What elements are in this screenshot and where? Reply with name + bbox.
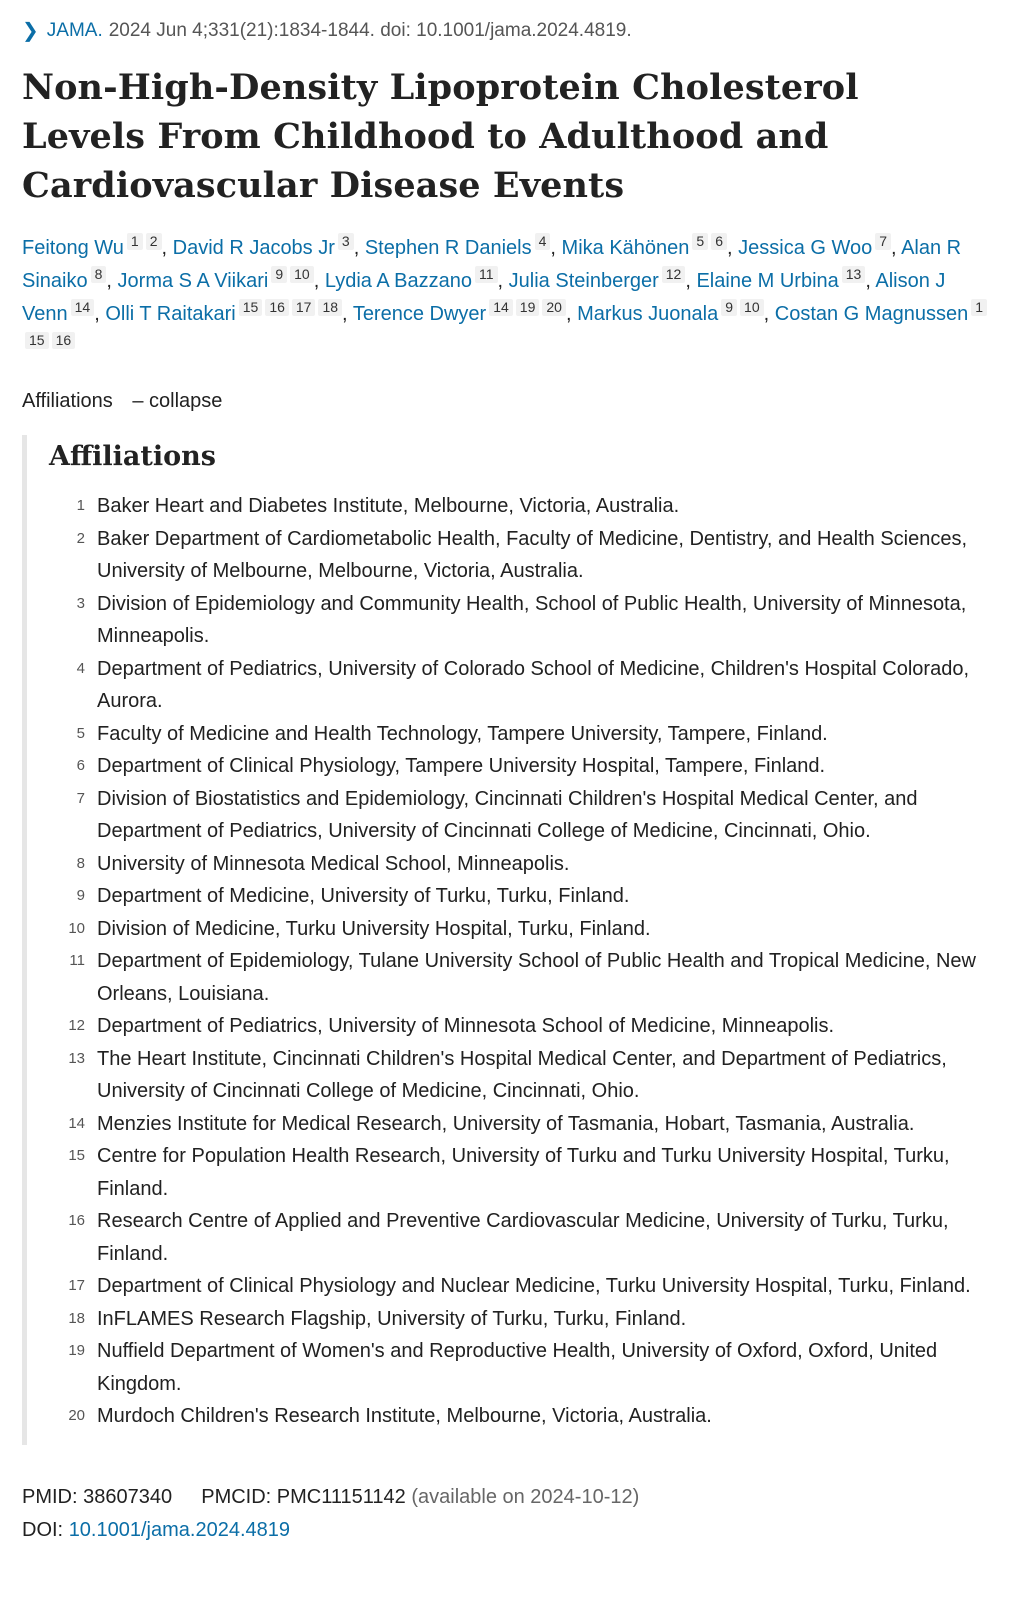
pmid-value: 38607340	[83, 1485, 173, 1508]
author-link[interactable]: Julia Steinberger	[508, 270, 659, 292]
affiliation-text: Division of Medicine, Turku University Hospital, Turku, Finland.	[97, 917, 651, 940]
affiliation-text: Department of Pediatrics, University of Minnesota School of Medicine, Minneapolis.	[97, 1015, 835, 1037]
affiliation-number: 14	[68, 1114, 85, 1132]
affiliation-number: 16	[68, 1212, 85, 1229]
author-link[interactable]: Olli T Raitakari	[105, 303, 236, 325]
author-separator: ,	[727, 237, 739, 259]
affiliation-text: Department of Clinical Physiology and Nuclear Medicine, Turku University Hospital, Turku, Finland.	[97, 1275, 971, 1297]
affiliation-text: Menzies Institute for Medical Research, University of Tasmania, Hobart, Tasmania, Australia.	[97, 1112, 915, 1135]
author-separator: ,	[353, 237, 365, 259]
affiliation-number: 3	[76, 594, 85, 612]
affiliation-number: 10	[68, 919, 85, 937]
affiliation-item	[49, 1270, 990, 1303]
affiliations-toggle[interactable]	[22, 390, 990, 413]
affiliation-ref[interactable]: 20	[542, 299, 566, 316]
doi-label: DOI:	[22, 1518, 64, 1541]
affiliation-ref[interactable]: 16	[265, 299, 289, 316]
affiliations-heading: Affiliations	[49, 441, 216, 472]
affiliation-number: 6	[76, 757, 85, 774]
affiliation-number: 1	[76, 497, 85, 514]
author-link[interactable]: Mika Kähönen	[561, 237, 690, 259]
affiliation-ref[interactable]: 5	[692, 233, 708, 250]
pmcid-label: PMCID:	[201, 1485, 272, 1508]
author-link[interactable]: Lydia A Bazzano	[324, 270, 472, 292]
affiliation-item	[49, 523, 990, 588]
author-separator: ,	[550, 237, 562, 259]
author-separator: ,	[94, 303, 106, 325]
affiliation-number: 20	[68, 1407, 85, 1424]
author-separator: ,	[891, 237, 902, 259]
affiliation-number: 2	[76, 529, 85, 547]
affiliation-item	[49, 848, 990, 881]
affiliation-ref[interactable]: 12	[662, 266, 686, 283]
affiliation-item	[49, 1303, 990, 1336]
affiliation-text: Nuffield Department of Women's and Reproductive Health, University of Oxford, Oxford, United Kingdom.	[97, 1340, 938, 1395]
author-link[interactable]: Alison J Venn	[22, 270, 946, 325]
author-separator: ,	[685, 270, 697, 292]
affiliation-ref[interactable]: 1	[127, 233, 143, 250]
affiliation-ref[interactable]: 8	[91, 266, 107, 283]
identifiers	[22, 1481, 990, 1547]
collapse-icon: –	[132, 390, 144, 412]
author-separator: ,	[497, 270, 509, 292]
affiliation-item	[49, 1400, 990, 1433]
author-separator: ,	[106, 270, 118, 292]
author-separator: ,	[865, 270, 876, 292]
author-link[interactable]: Alan R Sinaiko	[22, 237, 962, 292]
citation-details: 2024 Jun 4;331(21):1834-1844. doi: 10.1001/jama.2024.4819.	[108, 19, 632, 41]
affiliation-number: 4	[76, 659, 85, 677]
affiliation-ref[interactable]: 6	[711, 233, 727, 250]
affiliation-ref[interactable]: 11	[475, 266, 498, 283]
affiliations-collapse-link[interactable]: collapse	[149, 390, 223, 412]
affiliation-item	[49, 1205, 990, 1270]
affiliation-item	[49, 880, 990, 913]
affiliation-number: 11	[69, 952, 85, 969]
author-separator: ,	[565, 303, 578, 325]
affiliation-item	[49, 913, 990, 946]
affiliation-item	[49, 945, 990, 1010]
affiliation-ref[interactable]: 19	[516, 299, 540, 316]
affiliation-number: 8	[76, 854, 85, 872]
affiliation-item	[49, 653, 990, 718]
affiliation-text: Division of Epidemiology and Community Health, School of Public Health, University of Minnesota, Minneapolis.	[97, 592, 967, 647]
author-separator: ,	[161, 237, 173, 259]
author-link[interactable]: David R Jacobs Jr	[172, 237, 335, 259]
affiliation-ref[interactable]: 18	[318, 299, 342, 316]
author-separator: ,	[313, 270, 325, 292]
author-list	[22, 232, 990, 364]
author-link[interactable]: Jorma S A Viikari	[117, 270, 269, 292]
affiliation-text: Research Centre of Applied and Preventive Cardiovascular Medicine, University of Turku, Turku, Finland.	[97, 1210, 949, 1265]
affiliations-toggle-label: Affiliations	[22, 390, 113, 412]
pmid-label: PMID:	[22, 1485, 78, 1508]
affiliation-text: Murdoch Children's Research Institute, Melbourne, Victoria, Australia.	[97, 1405, 712, 1427]
affiliation-ref[interactable]: 13	[842, 266, 866, 283]
affiliation-item	[49, 1335, 990, 1400]
author-link[interactable]: Costan G Magnussen	[774, 303, 969, 325]
doi-link[interactable]: 10.1001/jama.2024.4819	[68, 1518, 290, 1541]
affiliation-ref[interactable]: 1	[971, 299, 987, 316]
id-row-1	[22, 1481, 990, 1514]
author-link[interactable]: Markus Juonala	[577, 303, 719, 325]
affiliation-text: The Heart Institute, Cincinnati Children's Hospital Medical Center, and Department of Pediatrics, University of Cincinnati College of Medicine, Cincinnati, Ohio.	[97, 1047, 947, 1102]
affiliation-item	[49, 718, 990, 751]
affiliation-number: 9	[76, 887, 85, 904]
affiliation-text: Baker Department of Cardiometabolic Health, Faculty of Medicine, Dentistry, and Health Sciences, University of Melbourne, Melbourne, Victoria, Australia.	[97, 527, 968, 582]
affiliation-number: 19	[68, 1342, 85, 1359]
affiliation-text: Department of Epidemiology, Tulane University School of Public Health and Tropical Medicine, New Orleans, Louisiana.	[97, 950, 976, 1005]
affiliation-text: Department of Pediatrics, University of Colorado School of Medicine, Children's Hospital Colorado, Aurora.	[97, 657, 970, 712]
affiliation-number: 15	[68, 1147, 85, 1164]
affiliation-item	[49, 1010, 990, 1043]
author-link[interactable]: Elaine M Urbina	[696, 270, 839, 292]
affiliation-number: 18	[68, 1309, 85, 1327]
author-separator: ,	[763, 303, 775, 325]
affiliation-text: Department of Clinical Physiology, Tampere University Hospital, Tampere, Finland.	[97, 755, 826, 777]
citation-line	[22, 18, 990, 43]
pmcid-value: PMC11151142	[276, 1485, 406, 1508]
affiliation-item	[49, 1140, 990, 1205]
affiliation-ref[interactable]: 16	[52, 332, 76, 349]
affiliation-ref[interactable]: 17	[292, 299, 316, 316]
affiliations-list	[49, 490, 990, 1433]
author-separator: ,	[342, 303, 353, 325]
id-row-2	[22, 1514, 990, 1547]
affiliation-ref[interactable]: 10	[290, 266, 314, 283]
affiliation-text: Division of Biostatistics and Epidemiology, Cincinnati Children's Hospital Medical Center, and Department of Pediatrics, University of Cincinnati College of Medicine, Cincinnati, Ohio.	[97, 787, 918, 842]
affiliation-ref[interactable]: 4	[535, 233, 551, 250]
author-link[interactable]: Jessica G Woo	[738, 237, 873, 259]
affiliation-ref[interactable]: 14	[489, 299, 513, 316]
affiliation-item	[49, 490, 990, 523]
affiliation-item	[49, 1043, 990, 1108]
article-title: Non-High-Density Lipoprotein Cholesterol Levels From Childhood to Adulthood and Cardiovascular Disease Events	[22, 67, 859, 206]
affiliation-ref[interactable]: 14	[71, 299, 95, 316]
affiliation-text: InFLAMES Research Flagship, University of Turku, Turku, Finland.	[97, 1307, 687, 1330]
pmcid-availability: (available on 2024-10-12)	[411, 1485, 640, 1508]
affiliation-ref[interactable]: 3	[338, 233, 354, 250]
author-link[interactable]: Stephen R Daniels	[364, 237, 532, 259]
affiliation-item	[49, 588, 990, 653]
affiliation-number: 12	[68, 1017, 85, 1034]
affiliation-ref[interactable]: 2	[146, 233, 162, 250]
affiliation-number: 5	[76, 724, 85, 742]
affiliation-text: University of Minnesota Medical School, Minneapolis.	[97, 852, 570, 875]
affiliation-text: Baker Heart and Diabetes Institute, Melbourne, Victoria, Australia.	[97, 495, 680, 517]
affiliation-ref[interactable]: 9	[721, 299, 737, 316]
affiliation-number: 17	[68, 1277, 85, 1294]
affiliation-item	[49, 750, 990, 783]
affiliation-text: Faculty of Medicine and Health Technology, Tampere University, Tampere, Finland.	[97, 722, 828, 745]
author-link[interactable]: Terence Dwyer	[352, 303, 487, 325]
affiliation-text: Department of Medicine, University of Turku, Turku, Finland.	[97, 885, 630, 907]
affiliation-number: 13	[68, 1049, 85, 1067]
affiliation-ref[interactable]: 15	[239, 299, 263, 316]
affiliations-panel	[22, 435, 990, 1445]
affiliation-number: 7	[76, 789, 85, 807]
affiliation-item	[49, 1108, 990, 1141]
affiliation-ref[interactable]: 10	[740, 299, 764, 316]
journal-link[interactable]: JAMA.	[46, 19, 103, 41]
affiliation-ref[interactable]: 7	[875, 233, 891, 250]
affiliation-ref[interactable]: 15	[25, 332, 49, 349]
affiliation-item	[49, 783, 990, 848]
affiliation-text: Centre for Population Health Research, University of Turku and Turku University Hospital, Turku, Finland.	[97, 1145, 950, 1200]
chevron-right-icon[interactable]: ❯	[22, 20, 39, 42]
author-link[interactable]: Feitong Wu	[22, 237, 124, 259]
affiliation-ref[interactable]: 9	[271, 266, 287, 283]
